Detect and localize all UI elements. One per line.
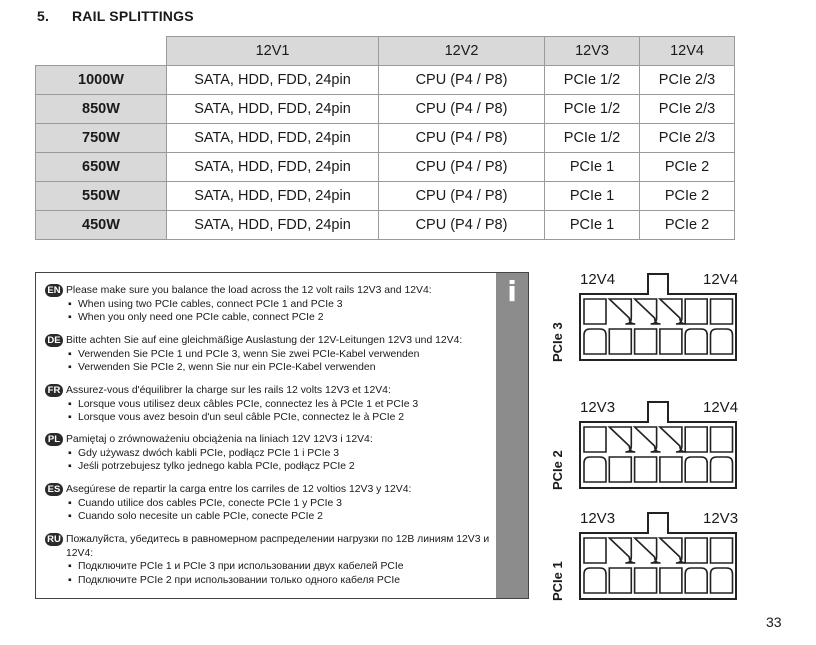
- language-badge: PL: [45, 433, 63, 446]
- table-cell: CPU (P4 / P8): [379, 182, 545, 211]
- language-intro: [45, 483, 493, 497]
- connector-pin: [660, 329, 682, 354]
- table-cell: SATA, HDD, FDD, 24pin: [167, 95, 379, 124]
- rail-label-left: 12V3: [580, 399, 616, 416]
- connector-diagram: [550, 507, 740, 603]
- page-number: 33: [766, 614, 782, 630]
- language-instruction: Please make sure you balance the load across the 12 volt rails 12V3 and 12V4:: [66, 285, 432, 296]
- language-badge: ES: [45, 483, 63, 496]
- connector-pin: [584, 329, 606, 354]
- bullet-item: ▪ When using two PCIe cables, connect PCIe 1 and PCIe 3: [78, 298, 493, 312]
- row-header-model: 750W: [36, 124, 167, 153]
- connector-pin: [660, 568, 682, 593]
- table-cell: PCIe 1/2: [545, 124, 640, 153]
- table-cell: PCIe 2/3: [640, 124, 735, 153]
- bullet-item: ▪ Gdy używasz dwóch kabli PCIe, podłącz PCIe 1 i PCIe 3: [78, 447, 493, 461]
- language-badge: EN: [45, 284, 63, 297]
- table-header-row: [36, 37, 735, 66]
- connector-pin: [584, 299, 606, 324]
- connector-pin: [685, 329, 707, 354]
- rail-label-left: 12V3: [580, 510, 616, 527]
- connector-pin: [711, 538, 733, 563]
- row-header-model: 450W: [36, 211, 167, 240]
- bullet-item: ▪ Jeśli potrzebujesz tylko jednego kabla PCIe, podłącz PCIe 2: [78, 460, 493, 474]
- language-intro: [45, 384, 493, 398]
- language-block-en: [45, 284, 493, 325]
- connector-pin: [711, 568, 733, 593]
- bullet-item: ▪ Lorsque vous utilisez deux câbles PCIe, connectez les à PCIe 1 et PCIe 3: [78, 398, 493, 412]
- table-cell: PCIe 1/2: [545, 66, 640, 95]
- table-row: [36, 211, 735, 240]
- table-cell: PCIe 2/3: [640, 66, 735, 95]
- connector-pin: [660, 457, 682, 482]
- connector-pin: [685, 299, 707, 324]
- info-icon: i: [507, 275, 517, 308]
- table-cell: CPU (P4 / P8): [379, 153, 545, 182]
- language-intro: [45, 533, 493, 560]
- language-instruction: Asegúrese de repartir la carga entre los carriles de 12 voltios 12V3 y 12V4:: [66, 484, 412, 495]
- language-instruction: Assurez-vous d'équilibrer la charge sur les rails 12 volts 12V3 et 12V4:: [66, 385, 391, 396]
- connector-diagram: [550, 396, 740, 492]
- connector-name: PCIe 3: [550, 322, 565, 362]
- language-block-de: [45, 334, 493, 375]
- connector-pin: [584, 568, 606, 593]
- connector-pin: [711, 299, 733, 324]
- connector-name: PCIe 1: [550, 561, 565, 601]
- language-block-pl: [45, 433, 493, 474]
- column-header: 12V4: [640, 37, 735, 66]
- table-cell: PCIe 2/3: [640, 95, 735, 124]
- language-instruction: Bitte achten Sie auf eine gleichmäßige Auslastung der 12V-Leitungen 12V3 und 12V4:: [66, 335, 463, 346]
- table-cell: SATA, HDD, FDD, 24pin: [167, 124, 379, 153]
- language-badge: RU: [45, 533, 63, 546]
- table-cell: SATA, HDD, FDD, 24pin: [167, 153, 379, 182]
- table-cell: PCIe 1: [545, 153, 640, 182]
- table-cell: PCIe 1/2: [545, 95, 640, 124]
- section-heading: [37, 8, 194, 24]
- rail-label-right: 12V4: [703, 271, 739, 288]
- connector-pin: [609, 568, 631, 593]
- language-badge: FR: [45, 384, 63, 397]
- connector-pin: [635, 568, 657, 593]
- bullet-list: [45, 298, 493, 325]
- bullet-item: ▪ Verwenden Sie PCIe 1 und PCIe 3, wenn Sie zwei PCIe-Kabel verwenden: [78, 348, 493, 362]
- language-block-ru: [45, 533, 493, 587]
- bullet-item: ▪ Подключите PCIe 1 и PCIe 3 при использовании двух кабелей PCIe: [78, 560, 493, 574]
- bullet-item: ▪ Cuando solo necesite un cable PCIe, conecte PCIe 2: [78, 510, 493, 524]
- table-cell: PCIe 2: [640, 182, 735, 211]
- connector-name: PCIe 2: [550, 450, 565, 490]
- language-instruction: Пожалуйста, убедитесь в равномерном распределении нагрузки по 12В линиям 12V3 и 12V4:: [66, 534, 490, 559]
- connector-pin: [609, 329, 631, 354]
- language-intro: [45, 284, 493, 298]
- connector-pin: [685, 568, 707, 593]
- connector-pin: [685, 457, 707, 482]
- connector-pin: [584, 427, 606, 452]
- column-header: 12V1: [167, 37, 379, 66]
- table-row: [36, 66, 735, 95]
- rail-label-left: 12V4: [580, 271, 616, 288]
- table-cell: CPU (P4 / P8): [379, 95, 545, 124]
- connector-pin: [584, 457, 606, 482]
- table-cell: SATA, HDD, FDD, 24pin: [167, 211, 379, 240]
- section-number: 5.: [37, 8, 50, 24]
- connector-pin: [685, 427, 707, 452]
- connector-pin: [711, 427, 733, 452]
- connector-pin: [635, 329, 657, 354]
- info-box: [35, 272, 529, 599]
- bullet-list: [45, 447, 493, 474]
- table-row: [36, 182, 735, 211]
- table-cell: CPU (P4 / P8): [379, 124, 545, 153]
- table-cell: PCIe 2: [640, 153, 735, 182]
- row-header-model: 1000W: [36, 66, 167, 95]
- connector-pin: [685, 538, 707, 563]
- connector-pin: [609, 457, 631, 482]
- connector-pin: [635, 457, 657, 482]
- info-bar: [496, 273, 528, 598]
- connector-pin: [711, 457, 733, 482]
- table-cell: SATA, HDD, FDD, 24pin: [167, 182, 379, 211]
- bullet-item: ▪ Lorsque vous avez besoin d'un seul câble PCIe, connectez le à PCIe 2: [78, 411, 493, 425]
- bullet-item: ▪ Verwenden Sie PCIe 2, wenn Sie nur ein PCIe-Kabel verwenden: [78, 361, 493, 375]
- rail-table: [35, 36, 735, 240]
- table-cell: CPU (P4 / P8): [379, 66, 545, 95]
- column-header: 12V2: [379, 37, 545, 66]
- row-header-model: 550W: [36, 182, 167, 211]
- bullet-list: [45, 560, 493, 587]
- bullet-list: [45, 398, 493, 425]
- table-corner: [36, 37, 167, 66]
- table-cell: PCIe 2: [640, 211, 735, 240]
- table-cell: CPU (P4 / P8): [379, 211, 545, 240]
- table-row: [36, 124, 735, 153]
- column-header: 12V3: [545, 37, 640, 66]
- bullet-list: [45, 497, 493, 524]
- table-cell: SATA, HDD, FDD, 24pin: [167, 66, 379, 95]
- rail-label-right: 12V3: [703, 510, 739, 527]
- section-title: RAIL SPLITTINGS: [72, 8, 194, 24]
- bullet-list: [45, 348, 493, 375]
- rail-label-right: 12V4: [703, 399, 739, 416]
- row-header-model: 650W: [36, 153, 167, 182]
- connector-pin: [584, 538, 606, 563]
- bullet-item: ▪ When you only need one PCIe cable, connect PCIe 2: [78, 311, 493, 325]
- table-cell: PCIe 1: [545, 182, 640, 211]
- language-intro: [45, 334, 493, 348]
- language-block-es: [45, 483, 493, 524]
- language-block-fr: [45, 384, 493, 425]
- language-intro: [45, 433, 493, 447]
- bullet-item: ▪ Cuando utilice dos cables PCIe, conecte PCIe 1 y PCIe 3: [78, 497, 493, 511]
- language-badge: DE: [45, 334, 63, 347]
- bullet-item: ▪ Подключите PCIe 2 при использовании только одного кабеля PCIe: [78, 574, 493, 588]
- row-header-model: 850W: [36, 95, 167, 124]
- connector-pin: [711, 329, 733, 354]
- table-row: [36, 95, 735, 124]
- table-row: [36, 153, 735, 182]
- table-cell: PCIe 1: [545, 211, 640, 240]
- connector-diagram: [550, 268, 740, 364]
- language-instruction: Pamiętaj o zrównoważeniu obciążenia na liniach 12V 12V3 i 12V4:: [66, 434, 373, 445]
